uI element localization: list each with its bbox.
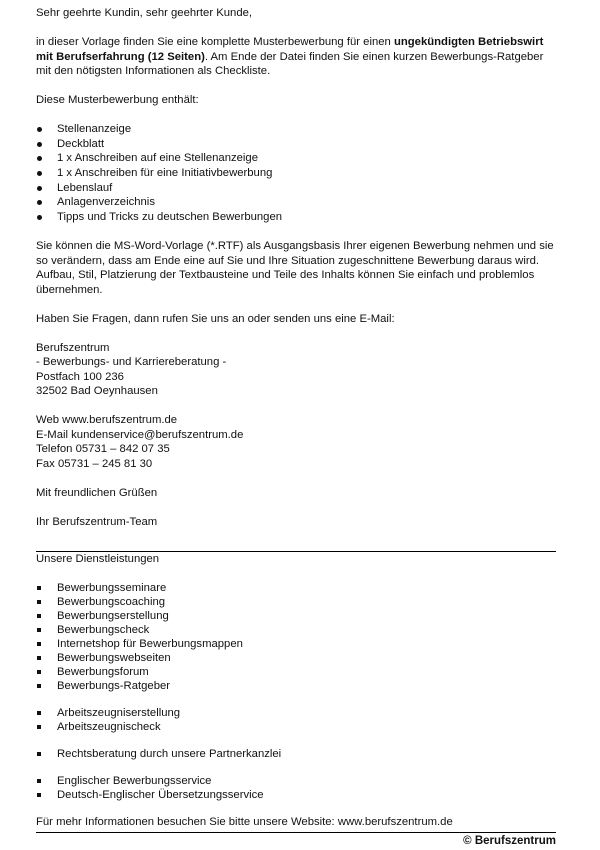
list-item: Rechtsberatung durch unsere Partnerkanzlei xyxy=(36,747,556,761)
services-list-main xyxy=(36,581,556,693)
services-list-english xyxy=(36,774,556,802)
contact-email: E-Mail kundenservice@berufszentrum.de xyxy=(36,428,244,441)
list-item: Tipps und Tricks zu deutschen Bewerbungen xyxy=(36,210,556,225)
closing: Mit freundlichen Grüßen xyxy=(36,486,158,499)
list-item: Bewerbungswebseiten xyxy=(36,651,556,665)
address-line: Postfach 100 236 xyxy=(36,370,124,383)
copyright: © Berufszentrum xyxy=(463,835,556,847)
address-line: Berufszentrum xyxy=(36,341,110,354)
list-item: Anlagenverzeichnis xyxy=(36,195,556,210)
list-item: Arbeitszeugniserstellung xyxy=(36,706,556,720)
contents-heading: Diese Musterbewerbung enthält: xyxy=(36,94,199,106)
divider-bottom xyxy=(36,832,556,833)
list-item: Internetshop für Bewerbungsmappen xyxy=(36,637,556,651)
address-line: 32502 Bad Oeynhausen xyxy=(36,385,158,398)
list-item: 1 x Anschreiben auf eine Stellenanzeige xyxy=(36,151,556,166)
signature: Ihr Berufszentrum-Team xyxy=(36,515,158,528)
list-item: Stellenanzeige xyxy=(36,122,556,137)
address-block xyxy=(36,341,556,399)
services-list-legal xyxy=(36,747,556,761)
services-heading: Unsere Dienstleistungen xyxy=(36,553,160,566)
greeting: Sehr geehrte Kundin, sehr geehrter Kunde, xyxy=(36,7,253,19)
questions-line: Haben Sie Fragen, dann rufen Sie uns an oder senden uns eine E-Mail: xyxy=(36,312,395,325)
list-item: Bewerbungscoaching xyxy=(36,595,556,609)
list-item: Bewerbungserstellung xyxy=(36,609,556,623)
services-list-certificates xyxy=(36,706,556,734)
contents-list xyxy=(36,122,556,225)
contact-fax: Fax 05731 – 245 81 30 xyxy=(36,457,153,470)
intro-text-start: in dieser Vorlage finden Sie eine komplette Musterbewerbung für einen xyxy=(36,36,394,48)
more-info-line: Für mehr Informationen besuchen Sie bitte unsere Website: www.berufszentrum.de xyxy=(36,816,453,829)
list-item: Lebenslauf xyxy=(36,181,556,196)
list-item: Bewerbungsseminare xyxy=(36,581,556,595)
list-item: Bewerbungs-Ratgeber xyxy=(36,679,556,693)
list-item: Englischer Bewerbungsservice xyxy=(36,774,556,788)
usage-paragraph: Sie können die MS-Word-Vorlage (*.RTF) als Ausgangsbasis Ihrer eigenen Bewerbung nehmen und sie so verändern, dass am Ende eine auf Sie und Ihre Situation zugeschnittene Bewerbung daraus wird. Aufbau, Stil, Platzierung der Textbausteine und Teile des Inhalts können Sie einfach und problemlos übernehmen. xyxy=(36,240,554,296)
intro-highlight: ungekündigten Betriebswirt mit Berufserfahrung (12 Seiten) xyxy=(36,36,544,63)
list-item: 1 x Anschreiben für eine Initiativbewerbung xyxy=(36,166,556,181)
intro-paragraph xyxy=(36,35,556,79)
list-item: Deutsch-Englischer Übersetzungsservice xyxy=(36,788,556,802)
list-item: Bewerbungscheck xyxy=(36,623,556,637)
contact-phone: Telefon 05731 – 842 07 35 xyxy=(36,443,170,456)
contact-web: Web www.berufszentrum.de xyxy=(36,414,178,427)
intro-text-end: . Am Ende der Datei finden Sie einen kurzen Bewerbungs-Ratgeber mit den nötigsten Informationen als Checkliste. xyxy=(36,50,544,77)
list-item: Arbeitszeugnischeck xyxy=(36,720,556,734)
document-page xyxy=(36,6,556,833)
contact-block xyxy=(36,413,556,471)
list-item: Deckblatt xyxy=(36,137,556,152)
address-line: - Bewerbungs- und Karriereberatung - xyxy=(36,356,227,369)
list-item: Bewerbungsforum xyxy=(36,665,556,679)
